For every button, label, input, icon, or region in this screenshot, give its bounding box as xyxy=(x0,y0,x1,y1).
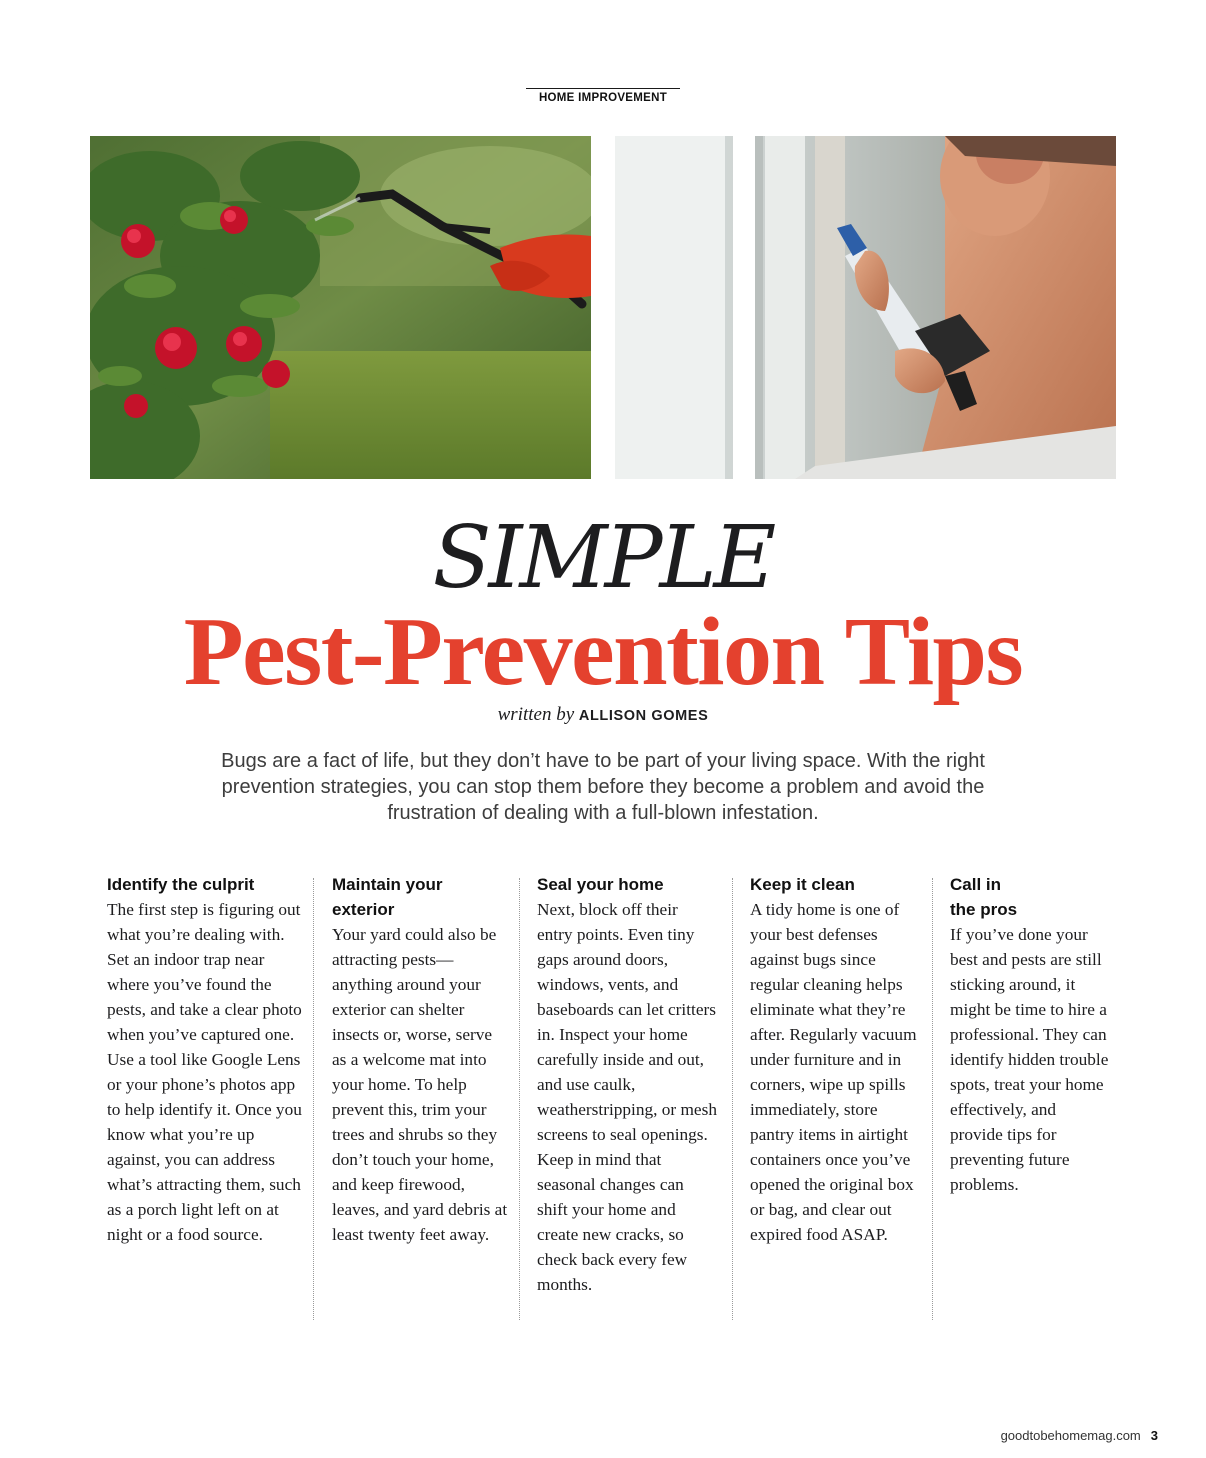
tip-column-pros xyxy=(950,872,1110,1197)
photo-caulking-window xyxy=(615,136,1116,479)
intro-paragraph: Bugs are a fact of life, but they don’t have to be part of your living space. With the right prevention strategies, you can stop them before they become a problem and avoid the frustration of dealing with a full-blown infestation. xyxy=(221,750,985,824)
tip-body: A tidy home is one of your best defenses against bugs since regular cleaning helps eliminate what they’re after. Regularly vacuum under furniture and in corners, wipe up spills immediately, store pantry items in airtight containers once you’ve opened the original box or bag, and clear out expired food ASAP. xyxy=(750,900,917,1244)
column-divider xyxy=(313,878,314,1320)
tip-column-identify xyxy=(107,872,303,1247)
tip-heading: Identify the culprit xyxy=(107,875,255,894)
page-number: 3 xyxy=(1150,1428,1158,1443)
photo-garden-spraying xyxy=(90,136,591,479)
author-name: ALLISON GOMES xyxy=(578,708,709,724)
tip-body: If you’ve done your best and pests are still sticking around, it might be time to hire a professional. They can identify hidden trouble spots, treat your home effectively, and provide tips for preventing future problems. xyxy=(950,925,1109,1194)
tip-heading: Call in the pros xyxy=(950,875,1018,919)
byline xyxy=(0,704,1206,726)
footer-site: goodtobehomemag.com xyxy=(1000,1428,1141,1443)
page-footer xyxy=(1001,1428,1158,1443)
tip-heading: Maintain your exterior xyxy=(332,875,443,919)
tip-column-exterior xyxy=(332,872,508,1247)
column-divider xyxy=(519,878,520,1320)
tip-column-seal xyxy=(537,872,717,1297)
tip-heading: Keep it clean xyxy=(750,875,855,894)
column-divider xyxy=(932,878,933,1320)
tip-body: Your yard could also be attracting pests—anything around your exterior can shelter insects or, worse, serve as a welcome mat into your home. To help prevent this, trim your trees and shrubs so they don’t touch your home, and keep firewood, leaves, and yard debris at least twenty feet away. xyxy=(332,925,508,1244)
tip-heading: Seal your home xyxy=(537,875,664,894)
section-label: HOME IMPROVEMENT xyxy=(526,88,680,104)
byline-prefix: written by xyxy=(497,704,575,725)
tip-body: Next, block off their entry points. Even tiny gaps around doors, windows, vents, and baseboards can let critters in. Inspect your home carefully inside and out, and use caulk, weatherstripping, or mesh screens to seal openings. Keep in mind that seasonal changes can shift your home and create new cracks, so check back every few months. xyxy=(537,900,717,1294)
title-line-simple: SIMPLE xyxy=(432,508,774,608)
tip-column-clean xyxy=(750,872,924,1247)
article-title: Pest-Prevention Tips xyxy=(183,598,1023,706)
column-divider xyxy=(732,878,733,1320)
tip-body: The first step is figuring out what you’re dealing with. Set an indoor trap near where you’ve found the pests, and take a clear photo when you’ve captured one. Use a tool like Google Lens or your phone’s photos app to help identify it. Once you know what you’re up against, you can address what’s attracting them, such as a porch light left on at night or a food source. xyxy=(107,900,302,1244)
